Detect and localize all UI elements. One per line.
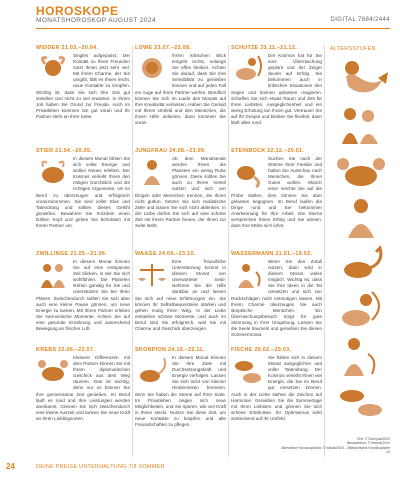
archer-illustration (332, 288, 390, 332)
scales-icon (135, 260, 169, 292)
horoscope-entry (36, 148, 130, 248)
sign-body (135, 156, 226, 229)
sign-body (36, 259, 130, 332)
sign-title: LÖWE 23.07.–23.08. (135, 45, 192, 51)
sign-title: WAAGE 24.09.–23.10. (135, 251, 196, 257)
sign-title: KREBS 22.06.–22.07. (36, 347, 96, 353)
virgo-illustration (332, 196, 390, 240)
bull-icon (36, 157, 70, 189)
sign-body (36, 53, 130, 120)
sign-body (231, 259, 322, 338)
sign-title: SCHÜTZE 23.11.–21.12. (231, 45, 297, 51)
horoscope-entry (135, 347, 226, 447)
fish-icon (231, 356, 265, 388)
horoscope-entry (231, 347, 322, 447)
sidebar-heading: ALTERSSTUFEN (330, 46, 376, 52)
sign-title: WIDDER 21.03.–20.04. (36, 45, 99, 51)
ram-icon (36, 54, 70, 86)
horoscope-entry (231, 148, 322, 248)
scorpion-illustration (332, 242, 390, 286)
sign-title: JUNGFRAU 24.08.–23.09. (135, 148, 207, 154)
column-divider (324, 45, 325, 457)
twins-icon (36, 260, 70, 292)
pisces-illustration (332, 380, 390, 424)
sign-text: Singles aufgepasst: Der Kontakt zu Ihren Freunden nützt Ihnen jetzt sehr viel. Mit ihrem Charme, der Sie umgibt, fällt es Ihnen leicht, neue Kontakte zu knüpfen. Wichtig ist, dass Sie sich Ihre Zeit gut einteilen und nicht zu viel erwarten. In Ihrem Job haben Sie Grund zur Freude. Auch im Privatleben kommen Sie gut voran und Ihr Partner steht an Ihrer Seite. (36, 53, 130, 119)
crab-icon (36, 356, 70, 388)
sign-body (231, 156, 322, 229)
credits (280, 437, 390, 454)
header-rule (36, 28, 390, 29)
horoscope-entry (231, 251, 322, 344)
column-divider (132, 45, 133, 457)
mermaid-illustration (332, 56, 390, 100)
sign-body (36, 156, 130, 229)
footer-text: DEINE PREISE UNTERHALTUNG 7/8 SOMMER (36, 464, 165, 470)
credit-line: Illustrationen: © freepik/2024 (346, 441, 390, 446)
sign-text: Wenn Sie den Zufall nutzen, dann wird in diesem Monat vieles möglich. Wichtig ist, dass Sie Ihre Ideen in die Tat umsetzen und sich von Rückschlägen nicht entmutigen lassen. Mit Ihrem Charme überzeugen Sie auch skeptische Menschen. Ein Überraschungsbesuch sorgt für gute Stimmung in Ihrer Umgebung. Lassen Sie die Seele baumeln und genießen Sie diesen Sommermonat. (231, 259, 322, 338)
sign-body (135, 259, 226, 332)
lion-icon (135, 54, 169, 86)
sign-text: In diesem Monat fühlen Sie sich voller Energie und wollen Neues erleben. Der Kosmos verleiht Ihnen den nötigen Durchblick und die richtigen Argumente, um im Beruf zu überzeugen und erfolgreich voranzukommen. Sie sind voller Elan und Tatendrang und sollten dieses Gefühl genießen. Bewahren Sie trotzdem einen kühlen Kopf und gehen Sie behutsam mit Ihrem Partner um. (36, 156, 130, 229)
horoscope-entry (135, 148, 226, 248)
horoscope-entry (231, 45, 322, 145)
crab-illustration (332, 150, 390, 194)
horoscope-entry (135, 45, 226, 145)
sign-text: Ihrem kritischen Blick entgeht nichts, solange Sie offen bleiben. Achten Sie darauf, dass Sie Ihre Sensibilität zu genießen können und auf jeden Fall ein Auge auf Ihren Partner werfen. Beruflich können Sie sich im Laufe des Monats auf Ihre Kreativität verlassen. Haben Sie Geduld mit Ihrem Umfeld und den Menschen, die Ihnen Hilfe anbieten, dann kommen Sie voran. (135, 53, 226, 126)
footer-page-number: 24 (6, 462, 15, 471)
sign-body (231, 53, 322, 126)
sign-title: STIER 21.04.–20.05. (36, 148, 93, 154)
couple-illustration (332, 104, 390, 148)
header-subtitle: MONATSHOROSKOP AUGUST 2024 (36, 17, 156, 24)
virgin-icon (135, 157, 169, 189)
sign-text: In diesem Monat können Sie Ihre Ziele mit Durchsetzungskraft und Energie verfolgen. Lassen Sie sich nicht von kleinen Hindernissen bremsen, denn Sie haben die Sterne auf Ihrer Seite. Im Privatleben zeigen sich neue Möglichkeiten, und Sie spüren, wie viel Kraft in Ihnen steckt. Nutzen Sie diese Zeit, um neue Kontakte zu knüpfen und alte Freundschaften zu pflegen. (135, 355, 226, 428)
sign-text: Kleinere Differenzen mit dem Partner können Sie mit Ihrem diplomatischen Geschick aus dem Weg räumen. Das ist wichtig, denn nur so können Sie Ihre gemeinsame Zeit genießen. Im Beruf läuft es rund und Ihre Leistungen werden anerkannt. Gönnen Sie sich zwischendurch eine kleine Auszeit und tanken Sie neue Kraft an Ihren Lieblingsorten. (36, 355, 130, 421)
sign-title: ZWILLINGE 21.05.–21.06. (36, 251, 108, 257)
sign-body (135, 53, 226, 126)
sign-body (231, 355, 322, 422)
horoscope-entry (135, 251, 226, 344)
scorpion-icon (135, 356, 169, 388)
sign-text: In diesem Monat können Sie auf eine entspannte Zeit blicken, in der Sie sich wohlfühlen. Die Planeten stehen günstig für Sie und unterstützen Sie bei Ihren Plänen. Zwischendurch sollten Sie sich aber auch eine kleine Pause gönnen, um neue Energie zu tanken. Mit Ihrem Partner erleben Sie harmonische Momente. Achten Sie auf eine gesunde Ernährung und ausreichend Bewegung an frischer Luft. (36, 259, 130, 332)
horoscope-entry (36, 347, 130, 447)
sign-title: WASSERMANN 21.01.–19.02. (231, 251, 313, 257)
header-issue-label: DIGITAL 7884/2444 (330, 17, 390, 23)
sign-body (135, 355, 226, 428)
horoscope-entry (36, 251, 130, 344)
sign-text: Der Kosmos hat für Sie eine Überraschung geplant und der Zeiger deutet auf Erfolg. Sie bekommen auch in kritischen Situationen den Segen und können gelassen reagieren. Schaffen Sie sich etwas Raum und Zeit für Ihren Liebsten, Ausgeglichenheit und ein wenig Erholung tun Ihnen gut. Vertrauen Sie auf Ihr Gespür und bleiben Sie flexibel, dann läuft alles rund. (231, 53, 322, 126)
credit-line: Alternative Horoskopbilder: © fotolia/2024 – Bildnachweis Horoskopseite 24 (281, 445, 390, 454)
sign-title: STEINBOCK 22.12.–20.01. (231, 148, 305, 154)
capricorn-icon (231, 157, 265, 189)
sign-title: FISCHE 20.02.–20.03. (231, 347, 292, 353)
header-title: HOROSKOPE (36, 4, 119, 18)
credit-line: Text: © Scheyda/2024 (356, 437, 390, 441)
horoscope-entry (36, 45, 130, 145)
sign-text: Eine freundliche Unterstützung kommt in diesem Monat von unerwarteter Seite. Nehmen Sie die Hilfe dankbar an und lassen Sie sich auf neue Erfahrungen ein. Sie können Ihr Selbstbewusstsein stärken und gehen mutig Ihren Weg. In der Liebe entstehen schöne Momente, und auch im Beruf sind Sie erfolgreich, weil Sie mit Charme und Geschick überzeugen. (135, 259, 226, 332)
waterbearer-icon (231, 260, 265, 292)
aquarius-illustration (332, 334, 390, 378)
sign-text: Suchen Sie nach der Wärme Ihrer Familie und halten Sie Ausschau nach Menschen, die Ihnen Gutes wollen. Manch einer möchte Sie auf die Probe stellen, dem können Sie aber gelassen begegnen. Im Beruf laufen die Dinge rund und Sie bekommen Anerkennung für Ihre Arbeit. Die Sterne versprechen Ihnen Erfolg und Sie wissen, dass Ihre Mühe sich lohnt. (231, 156, 322, 229)
sign-body (36, 355, 130, 422)
sign-text: Ab dem Monatsende werden Ihnen die Planeten ein wenig Ruhe gönnen. Diese sollten Sie auch zu Ihrem Vorteil nutzen und sich von Dingen oder Menschen trennen, die Ihnen nicht guttun. Setzen Sie sich realistische Ziele und lassen Sie sich nicht ablenken. In der Liebe dürfen Sie sich auf eine schöne Zeit mit Ihrem Partner freuen, der Ihnen zur Seite steht. (135, 156, 226, 229)
sign-title: SKORPION 24.10.–22.11. (135, 347, 205, 353)
archer-icon (231, 54, 265, 86)
sign-text: Sie fühlen sich in diesem Monat ausgeglichen und voller Tatendrang. Der Kosmos verleiht Ihnen viel Energie, die Sie im Beruf gut einsetzen können. Auch in der Liebe stehen die Zeichen auf Harmonie. Genießen Sie die Sommertage mit Ihren Liebsten und gönnen Sie sich schöne Erlebnisse. Ihr Optimismus wirkt ansteckend auf Ihr Umfeld. (231, 355, 322, 421)
column-divider (228, 45, 229, 457)
